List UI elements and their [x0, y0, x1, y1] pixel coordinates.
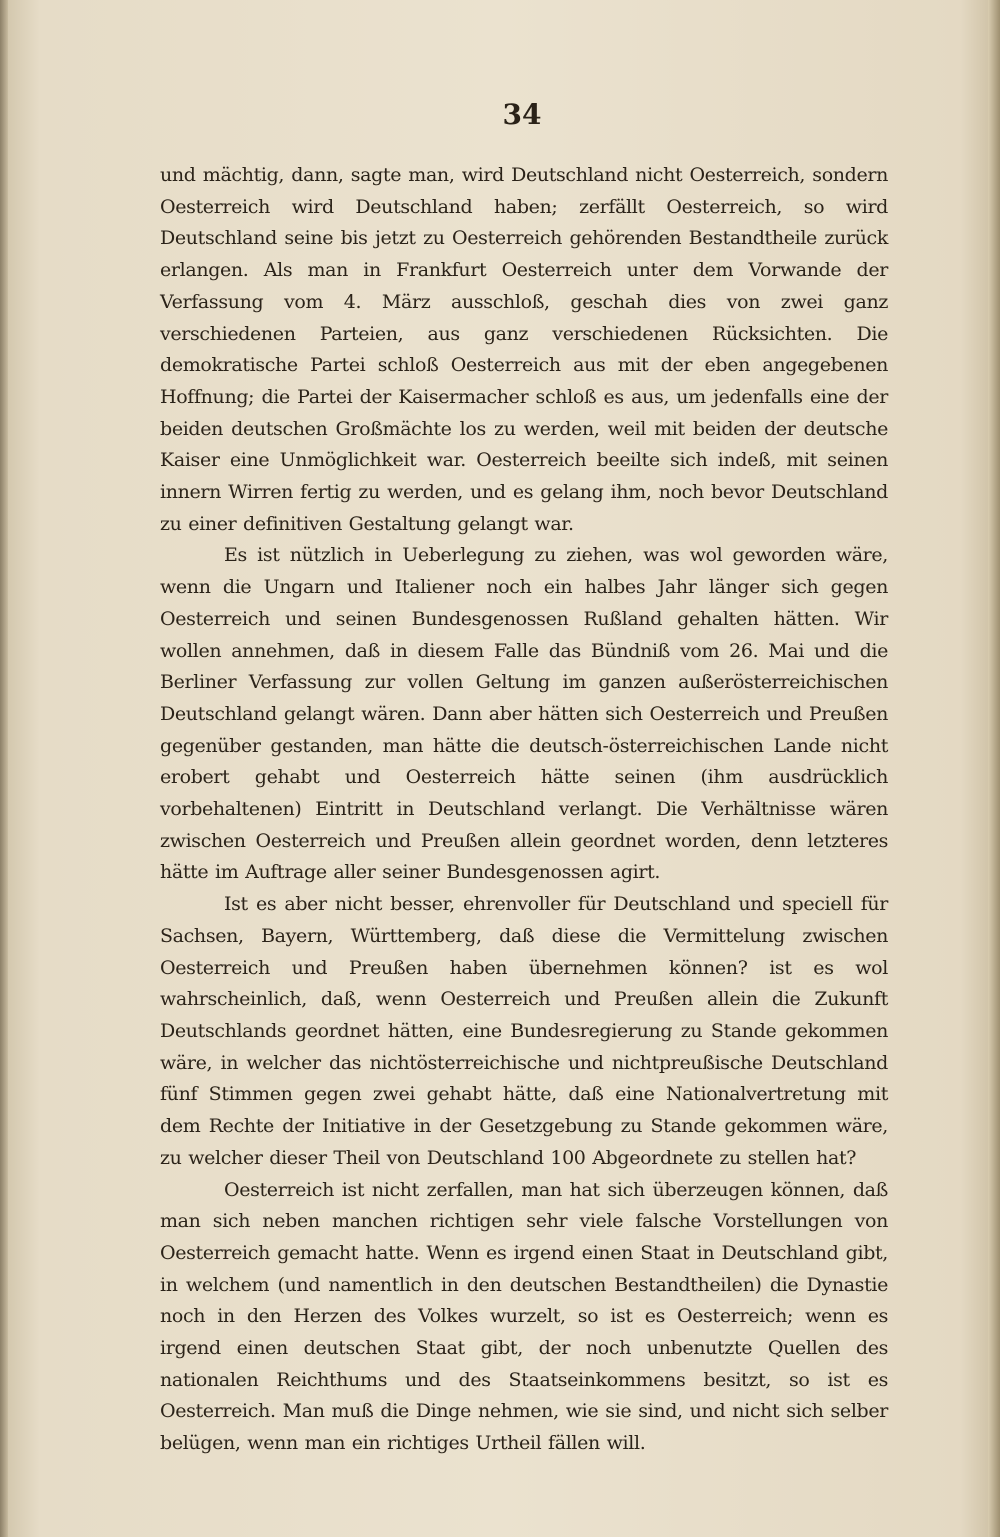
- page-number: 34: [502, 98, 542, 131]
- paragraph-4: Oesterreich ist nicht zerfallen, man hat sich überzeugen können, daß man sich neben manchen richtigen sehr viele falsche Vorstellungen von Oesterreich gemacht hatte. Wenn es irgend einen Staat in Deutschland gibt, in welchem (und namentlich in den deutschen Bestandtheilen) die Dynastie noch in den Herzen des Volkes wurzelt, so ist es Oesterreich; wenn es irgend einen deutschen Staat gibt, der noch unbenutzte Quellen des nationalen Reichthums und des Staatseinkommens besitzt, so ist es Oesterreich. Man muß die Dinge nehmen, wie sie sind, und nicht sich selber belügen, wenn man ein richtiges Urtheil fällen will.: [160, 1178, 888, 1455]
- paragraph-2: Es ist nützlich in Ueberlegung zu ziehen, was wol geworden wäre, wenn die Ungarn und Italiener noch ein halbes Jahr länger sich gegen Oesterreich und seinen Bundesgenossen Rußland gehalten hätten. Wir wollen annehmen, daß in diesem Falle das Bündniß vom 26. Mai und die Berliner Verfassung zur vollen Geltung im ganzen außerösterreichischen Deutschland gelangt wären. Dann aber hätten sich Oesterreich und Preußen gegenüber gestanden, man hätte die deutsch-österreichischen Lande nicht erobert gehabt und Oesterreich hätte seinen (ihm ausdrücklich vorbehaltenen) Eintritt in Deutschland verlangt. Die Verhältnisse wären zwischen Oesterreich und Preußen allein geordnet worden, denn letzteres hätte im Auftrage aller seiner Bundesgenossen agirt.: [160, 544, 888, 884]
- paragraph-3: Ist es aber nicht besser, ehrenvoller für Deutschland und speciell für Sachsen, Bayern, Württemberg, daß diese die Vermittelung zwischen Oesterreich und Preußen haben übernehmen können? ist es wol wahrscheinlich, daß, wenn Oesterreich und Preußen allein die Zukunft Deutschlands geordnet hätten, eine Bundesregierung zu Stande gekommen wäre, in welcher das nichtösterreichische und nichtpreußische Deutschland fünf Stimmen gegen zwei gehabt hätte, daß eine Nationalvertretung mit dem Rechte der Initiative in der Gesetzgebung zu Stande gekommen wäre, zu welcher dieser Theil von Deutschland 100 Abgeordnete zu stellen hat?: [160, 893, 888, 1169]
- page-left-edge: [0, 0, 8, 1537]
- body-text: [160, 160, 888, 1460]
- page-right-edge: [988, 0, 1000, 1537]
- paragraph-1: und mächtig, dann, sagte man, wird Deutschland nicht Oesterreich, sondern Oesterreich wird Deutschland haben; zerfällt Oesterreich, so wird Deutschland seine bis jetzt zu Oesterreich gehörenden Bestandtheile zurück erlangen. Als man in Frankfurt Oesterreich unter dem Vorwande der Verfassung vom 4. März ausschloß, geschah dies von zwei ganz verschiedenen Parteien, aus ganz verschiedenen Rücksichten. Die demokratische Partei schloß Oesterreich aus mit der eben angegebenen Hoffnung; die Partei der Kaisermacher schloß es aus, um jedenfalls eine der beiden deutschen Großmächte los zu werden, weil mit beiden der deutsche Kaiser eine Unmöglichkeit war. Oesterreich beeilte sich indeß, mit seinen innern Wirren fertig zu werden, und es gelang ihm, noch bevor Deutschland zu einer definitiven Gestaltung gelangt war.: [160, 164, 888, 535]
